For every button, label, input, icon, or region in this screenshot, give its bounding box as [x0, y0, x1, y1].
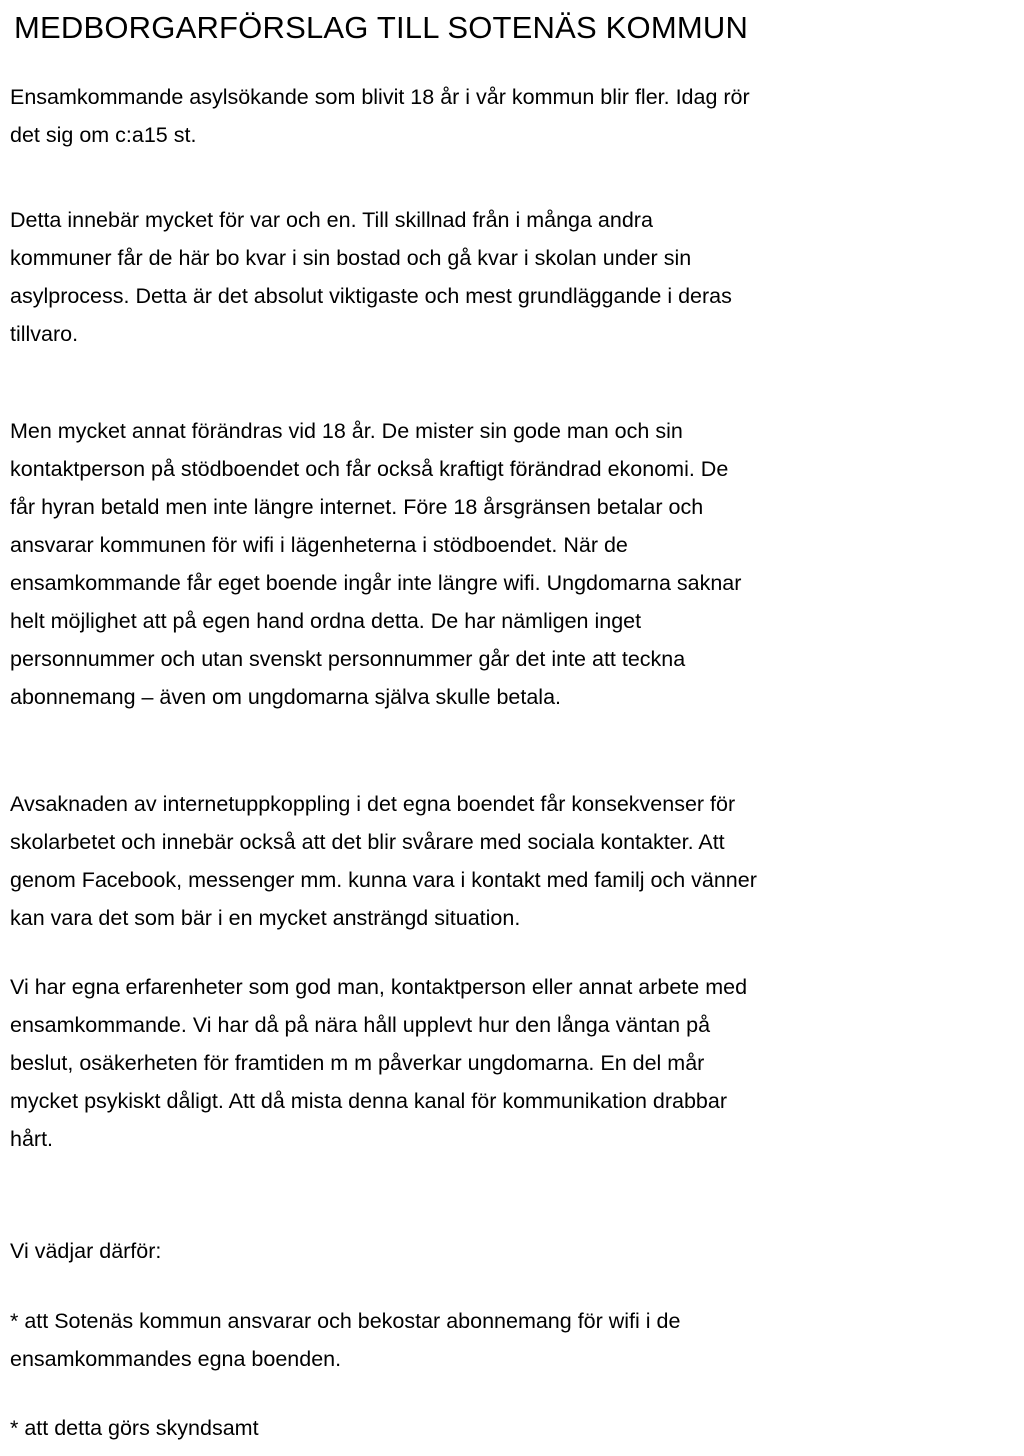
paragraph-line: hårt. [10, 1127, 54, 1151]
paragraph-line: ensamkommandes egna boenden. [10, 1347, 342, 1371]
paragraph-line: ansvarar kommunen för wifi i lägenheterna i stödboendet. När de [10, 533, 628, 557]
paragraph-line: genom Facebook, messenger mm. kunna vara i kontakt med familj och vänner [10, 868, 757, 892]
proposal-item [10, 1409, 1020, 1447]
paragraph-line: det sig om c:a15 st. [10, 123, 197, 147]
paragraph-line: ensamkommande. Vi har då på nära håll upplevt hur den långa väntan på [10, 1013, 711, 1037]
paragraph-line: Detta innebär mycket för var och en. Till skillnad från i många andra [10, 208, 653, 232]
paragraph-line: Avsaknaden av internetuppkoppling i det egna boendet får konsekvenser för [10, 792, 736, 816]
paragraph-line: skolarbetet och innebär också att det blir svårare med sociala kontakter. Att [10, 830, 725, 854]
document-title: MEDBORGARFÖRSLAG TILL SOTENÄS KOMMUN [14, 10, 749, 45]
paragraph-line: abonnemang – även om ungdomarna själva skulle betala. [10, 685, 562, 709]
paragraph-line: asylprocess. Detta är det absolut viktigaste och mest grundläggande i deras [10, 284, 732, 308]
paragraph-line: personnummer och utan svenskt personnummer går det inte att teckna [10, 647, 686, 671]
paragraph-line: beslut, osäkerheten för framtiden m m påverkar ungdomarna. En del mår [10, 1051, 705, 1075]
paragraph-line: Vi har egna erfarenheter som god man, kontaktperson eller annat arbete med [10, 975, 748, 999]
paragraph-line: Ensamkommande asylsökande som blivit 18 år i vår kommun blir fler. Idag rör [10, 85, 750, 109]
paragraph-line: mycket psykiskt dåligt. Att då mista denna kanal för kommunikation drabbar [10, 1089, 728, 1113]
paragraph-consequences [10, 785, 1020, 937]
paragraph-line: Vi vädjar därför: [10, 1239, 162, 1263]
paragraph-experience [10, 968, 1020, 1158]
paragraph-line: tillvaro. [10, 322, 79, 346]
paragraph-line: helt möjlighet att på egen hand ordna detta. De har nämligen inget [10, 609, 642, 633]
paragraph-line: får hyran betald men inte längre internet. Före 18 årsgränsen betalar och [10, 495, 704, 519]
paragraph-line: kan vara det som bär i en mycket ansträngd situation. [10, 906, 521, 930]
paragraph-line: * att Sotenäs kommun ansvarar och bekostar abonnemang för wifi i de [10, 1309, 681, 1333]
paragraph-changes [10, 412, 1020, 716]
paragraph-line: ensamkommande får eget boende ingår inte längre wifi. Ungdomarna saknar [10, 571, 742, 595]
paragraph-line: Men mycket annat förändras vid 18 år. De mister sin gode man och sin [10, 419, 683, 443]
paragraph-line: * att detta görs skyndsamt [10, 1416, 259, 1440]
paragraph-intro [10, 78, 1020, 154]
paragraph-line: kommuner får de här bo kvar i sin bostad och gå kvar i skolan under sin [10, 246, 692, 270]
paragraph-appeal [10, 1232, 1020, 1270]
proposal-item [10, 1302, 1020, 1378]
paragraph-housing [10, 201, 1020, 353]
paragraph-line: kontaktperson på stödboendet och får också kraftigt förändrad ekonomi. De [10, 457, 729, 481]
